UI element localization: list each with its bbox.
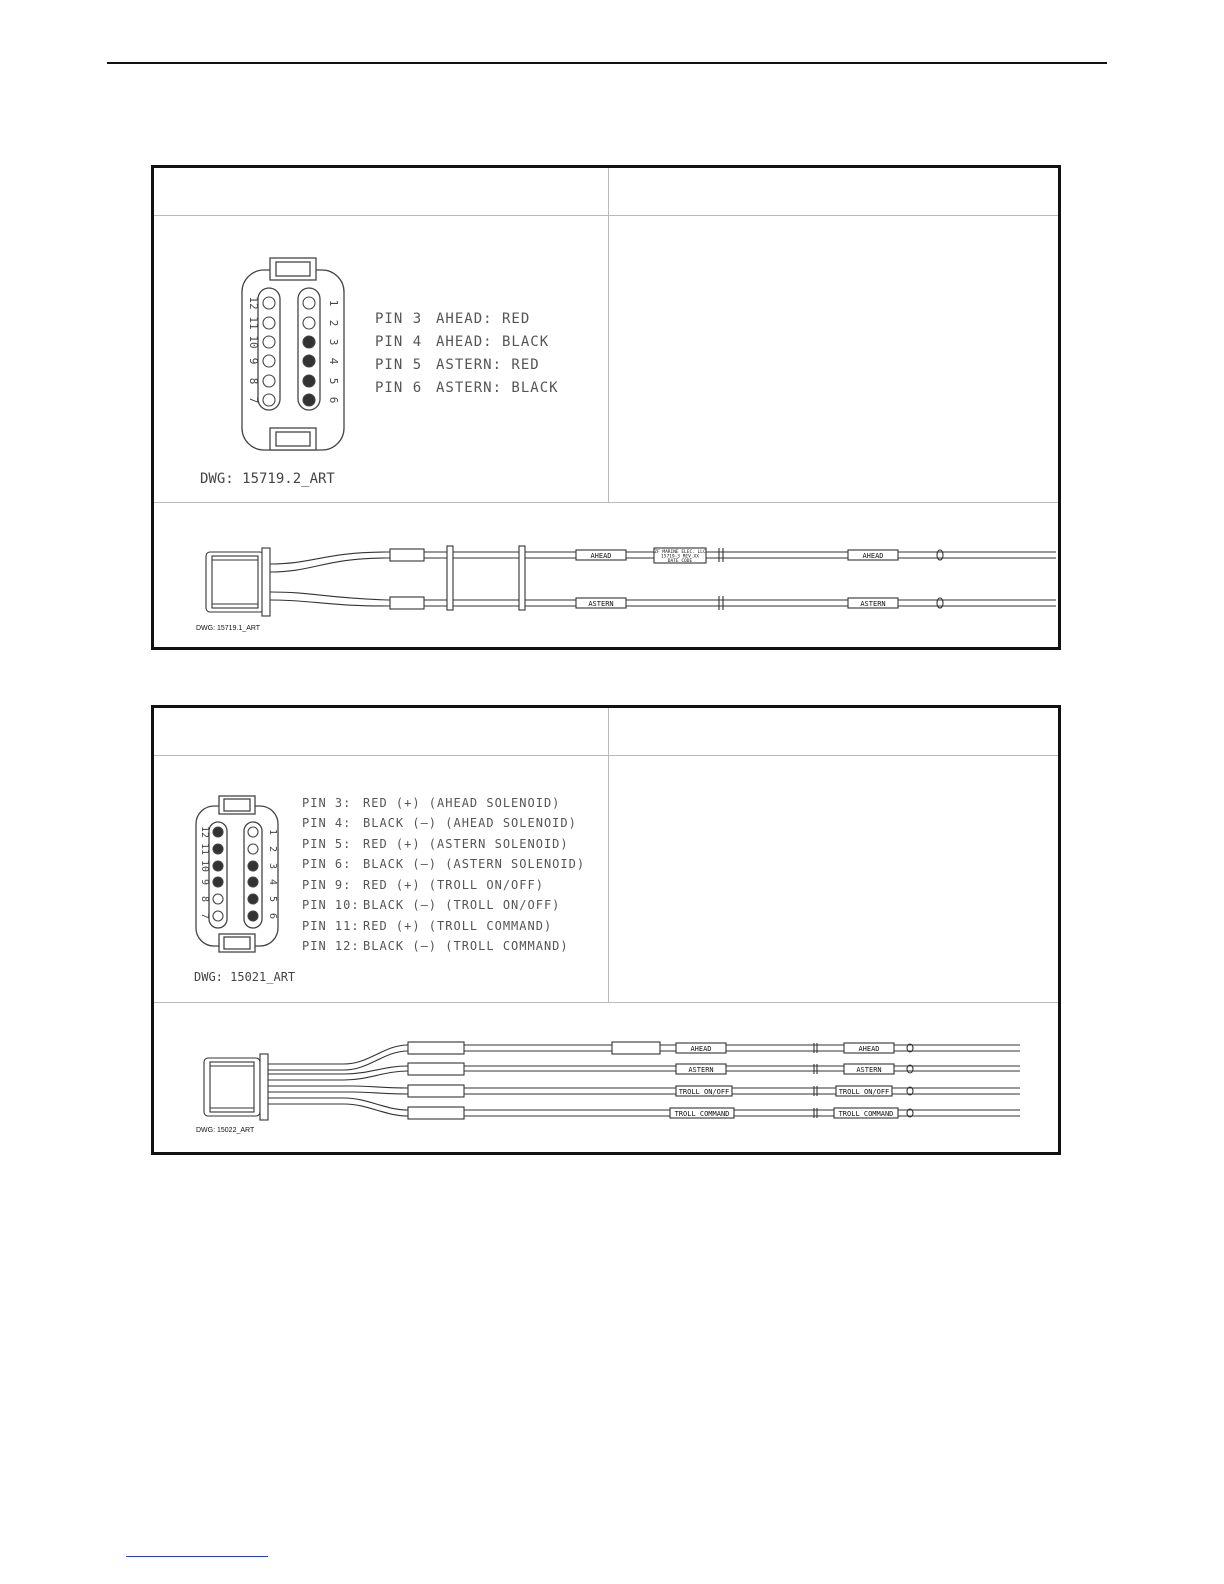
pin-label: PIN 3: [375, 311, 423, 327]
pin-label: PIN 9:: [302, 878, 352, 892]
pin-label: PIN 4: [375, 334, 423, 350]
pin-6: [303, 394, 315, 406]
marker-label: 15719-3 REV.XX: [661, 554, 699, 560]
harness-b-caption: DWG: 15022_ART: [196, 1127, 255, 1134]
pin-desc: BLACK (–) (TROLL COMMAND): [363, 939, 569, 953]
num-2: 2: [327, 319, 340, 327]
pin-1: [303, 297, 315, 309]
pin-desc: ASTERN: RED: [436, 357, 540, 373]
pin-desc: RED (+) (ASTERN SOLENOID): [363, 837, 569, 851]
pin-desc: RED (+) (TROLL ON/OFF): [363, 878, 544, 892]
harness-b-panel: [151, 705, 1061, 1155]
pin-12: [263, 297, 275, 309]
pin-label: PIN 5: [375, 357, 423, 373]
pin-12: [213, 827, 223, 837]
marker-label: ZF MARINE ELEC. LLC: [654, 550, 706, 555]
num-4: 4: [327, 357, 340, 365]
num-8: 8: [199, 895, 210, 903]
connector-a-diagram: [242, 258, 344, 450]
harness-a-caption: DWG: 15719.1_ART: [196, 625, 261, 632]
top-rule: [107, 62, 1107, 64]
pin-10: [263, 336, 275, 348]
pin-label: PIN 5:: [302, 837, 352, 851]
pin-2: [248, 844, 258, 854]
wire-label: TROLL ON/OFF: [678, 1088, 730, 1096]
pin-6: [248, 911, 258, 921]
num-8: 8: [247, 377, 260, 385]
pin-4: [303, 355, 315, 367]
wire-label: ASTERN: [860, 600, 886, 608]
pin-desc: AHEAD: RED: [436, 311, 531, 327]
pin-7: [213, 911, 223, 921]
connector-a-caption: DWG: 15719.2_ART: [200, 471, 335, 487]
wire-label: ASTERN: [588, 600, 614, 608]
pin-desc: ASTERN: BLACK: [436, 380, 559, 396]
pin-11: [213, 844, 223, 854]
harness-b-tags: [675, 1045, 894, 1118]
pin-label: PIN 10:: [302, 898, 360, 912]
pin-8: [213, 894, 223, 904]
num-2: 2: [267, 845, 278, 853]
pin-9: [213, 877, 223, 887]
num-1: 1: [327, 299, 340, 307]
num-9: 9: [199, 878, 210, 886]
pin-7: [263, 394, 275, 406]
pin-label: PIN 3:: [302, 796, 352, 810]
pin-label: PIN 6:: [302, 857, 352, 871]
connector-a-numbers: [247, 296, 340, 403]
pin-desc: AHEAD: BLACK: [436, 334, 550, 350]
harness-b-cable: [204, 1042, 1020, 1120]
harness-b-drawing: [154, 708, 1058, 1152]
num-4: 4: [267, 878, 278, 886]
connector-b-pins: [213, 827, 258, 921]
wire-label: TROLL COMMAND: [674, 1110, 730, 1118]
wire-label: AHEAD: [862, 552, 884, 560]
num-7: 7: [247, 396, 260, 404]
connector-b-numbers: [199, 826, 278, 919]
pin-9: [263, 355, 275, 367]
num-12: 12: [247, 296, 260, 310]
num-11: 11: [199, 842, 210, 856]
num-12: 12: [199, 825, 210, 839]
harness-a-drawing: [154, 168, 1058, 647]
num-6: 6: [327, 396, 340, 404]
pin-2: [303, 317, 315, 329]
pin-desc: RED (+) (AHEAD SOLENOID): [363, 796, 561, 810]
num-3: 3: [327, 338, 340, 346]
num-9: 9: [247, 357, 260, 365]
pin-8: [263, 375, 275, 387]
num-7: 7: [199, 912, 210, 920]
num-10: 10: [247, 335, 260, 349]
pin-label: PIN 11:: [302, 919, 360, 933]
num-5: 5: [327, 377, 340, 385]
pin-11: [263, 317, 275, 329]
pin-desc: BLACK (–) (TROLL ON/OFF): [363, 898, 561, 912]
wire-label: ASTERN: [688, 1066, 714, 1074]
pinout-a-list: [375, 311, 559, 396]
pin-4: [248, 877, 258, 887]
pin-5: [248, 894, 258, 904]
marker-label: DATE CODE: [667, 559, 693, 564]
pinout-b-list: [302, 796, 585, 953]
pin-label: PIN 12:: [302, 939, 360, 953]
connector-a-pins: [263, 297, 315, 406]
pin-10: [213, 861, 223, 871]
footer-link-underline[interactable]: [126, 1556, 268, 1557]
pin-1: [248, 827, 258, 837]
wire-label: ASTERN: [856, 1066, 882, 1074]
wire-label: TROLL COMMAND: [838, 1110, 894, 1118]
num-3: 3: [267, 862, 278, 870]
pin-5: [303, 375, 315, 387]
harness-a-panel: [151, 165, 1061, 650]
connector-b-caption: DWG: 15021_ART: [194, 970, 296, 984]
wire-label: AHEAD: [858, 1045, 880, 1053]
wire-label: AHEAD: [690, 1045, 712, 1053]
wire-label: AHEAD: [590, 552, 612, 560]
num-1: 1: [267, 828, 278, 836]
pin-desc: BLACK (–) (AHEAD SOLENOID): [363, 816, 577, 830]
pin-label: PIN 4:: [302, 816, 352, 830]
num-6: 6: [267, 912, 278, 920]
pin-desc: RED (+) (TROLL COMMAND): [363, 919, 553, 933]
wire-label: TROLL ON/OFF: [838, 1088, 890, 1096]
pin-3: [303, 336, 315, 348]
connector-b-diagram: [196, 796, 278, 952]
pin-3: [248, 861, 258, 871]
pin-label: PIN 6: [375, 380, 423, 396]
harness-a-cable: [206, 546, 1056, 616]
num-10: 10: [199, 859, 210, 873]
num-11: 11: [247, 316, 260, 330]
num-5: 5: [267, 895, 278, 903]
pin-desc: BLACK (–) (ASTERN SOLENOID): [363, 857, 586, 871]
